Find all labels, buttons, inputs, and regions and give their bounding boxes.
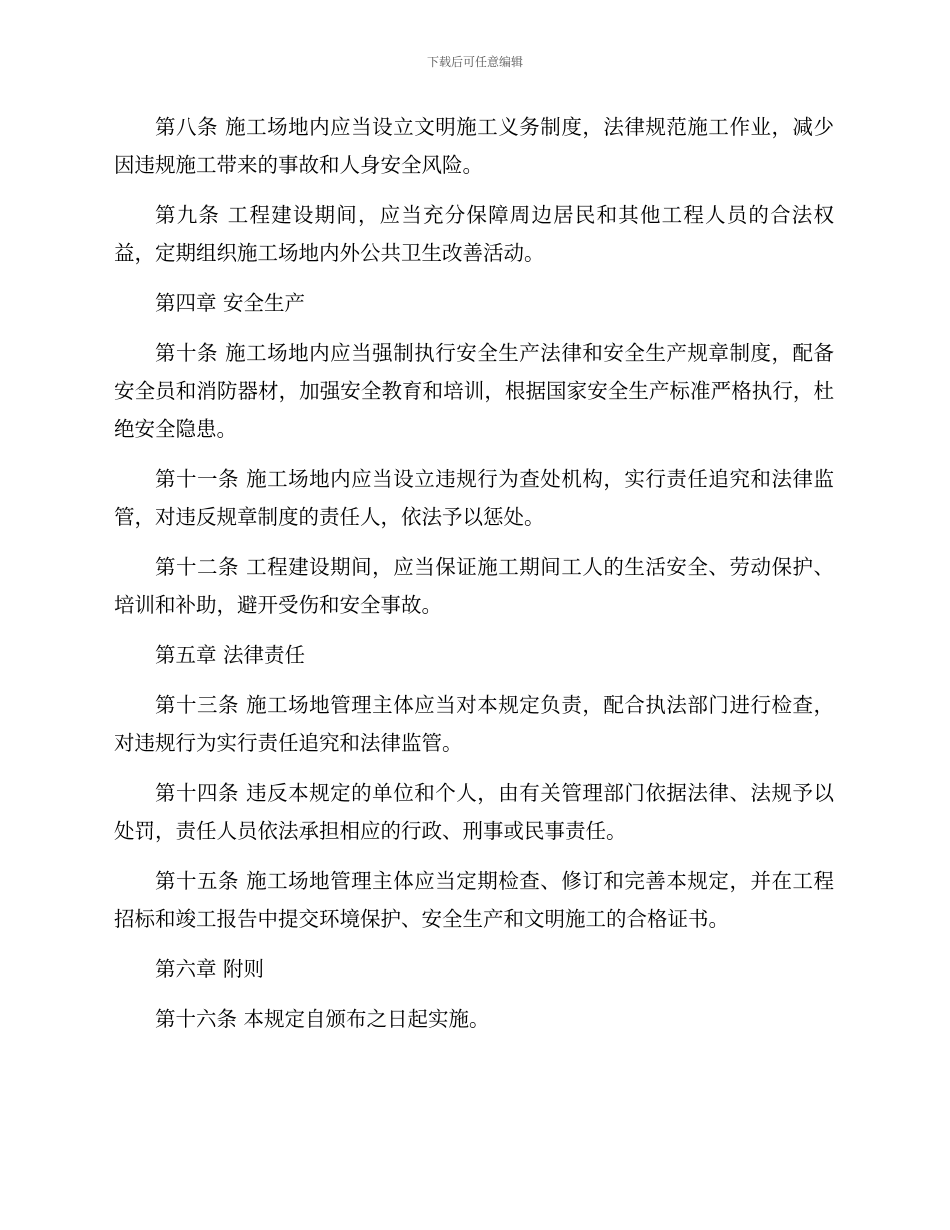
page-header-note: 下载后可任意编辑 <box>426 55 523 69</box>
chapter-5-heading: 第五章 法律责任 <box>155 643 306 667</box>
article-10: 第十条 施工场地内应当强制执行安全生产法律和安全生产规章制度，配备安全员和消防器材，加强安全教育和培训，根据国家安全生产标准严格执行，杜绝安全隐患。 <box>114 341 834 441</box>
document-body <box>114 108 834 1050</box>
article-12: 第十二条 工程建设期间，应当保证施工期间工人的生活安全、劳动保护、培训和补助，避开受伤和安全事故。 <box>114 555 834 617</box>
article-13: 第十三条 施工场地管理主体应当对本规定负责，配合执法部门进行检查，对违规行为实行责任追究和法律监管。 <box>114 693 834 755</box>
chapter-4-heading: 第四章 安全生产 <box>155 291 306 315</box>
article-9: 第九条 工程建设期间，应当充分保障周边居民和其他工程人员的合法权益，定期组织施工场地内外公共卫生改善活动。 <box>114 203 834 265</box>
article-11: 第十一条 施工场地内应当设立违规行为查处机构，实行责任追究和法律监管，对违反规章制度的责任人，依法予以惩处。 <box>114 467 834 529</box>
article-14: 第十四条 违反本规定的单位和个人，由有关管理部门依据法律、法规予以处罚，责任人员依法承担相应的行政、刑事或民事责任。 <box>114 781 834 843</box>
article-16: 第十六条 本规定自颁布之日起实施。 <box>155 1007 490 1031</box>
article-8: 第八条 施工场地内应当设立文明施工义务制度，法律规范施工作业，减少因违规施工带来的事故和人身安全风险。 <box>114 115 834 177</box>
chapter-6-heading: 第六章 附则 <box>155 957 265 981</box>
article-15: 第十五条 施工场地管理主体应当定期检查、修订和完善本规定，并在工程招标和竣工报告中提交环境保护、安全生产和文明施工的合格证书。 <box>114 869 834 931</box>
